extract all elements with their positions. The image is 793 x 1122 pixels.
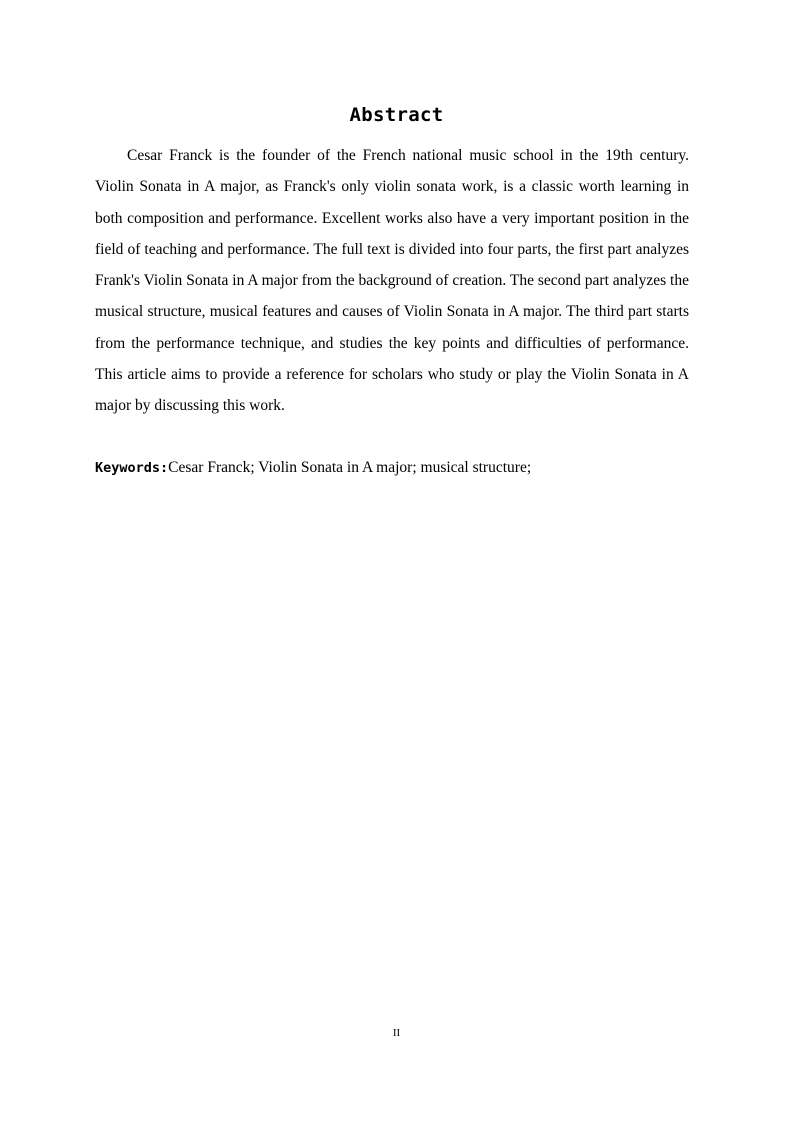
page-number: II [392, 1027, 401, 1039]
keywords-line [95, 457, 689, 479]
abstract-body: Cesar Franck is the founder of the French national music school in the 19th century. Violin Sonata in A major, as Franck's only violin sonata work, is a classic worth learning in both composition and performance. Excellent works also have a very important position in the field of teaching and performance. The full text is divided into four parts, the first part analyzes Frank's Violin Sonata in A major from the background of creation. The second part analyzes the musical structure, musical features and causes of Violin Sonata in A major. The third part starts from the performance technique, and studies the key points and difficulties of performance. This article aims to provide a reference for scholars who study or play the Violin Sonata in A major by discussing this work. [95, 147, 689, 415]
keywords-label: Keywords: [95, 460, 169, 476]
abstract-title: Abstract [349, 104, 444, 126]
keywords-value: Cesar Franck; Violin Sonata in A major; musical structure; [168, 459, 532, 476]
